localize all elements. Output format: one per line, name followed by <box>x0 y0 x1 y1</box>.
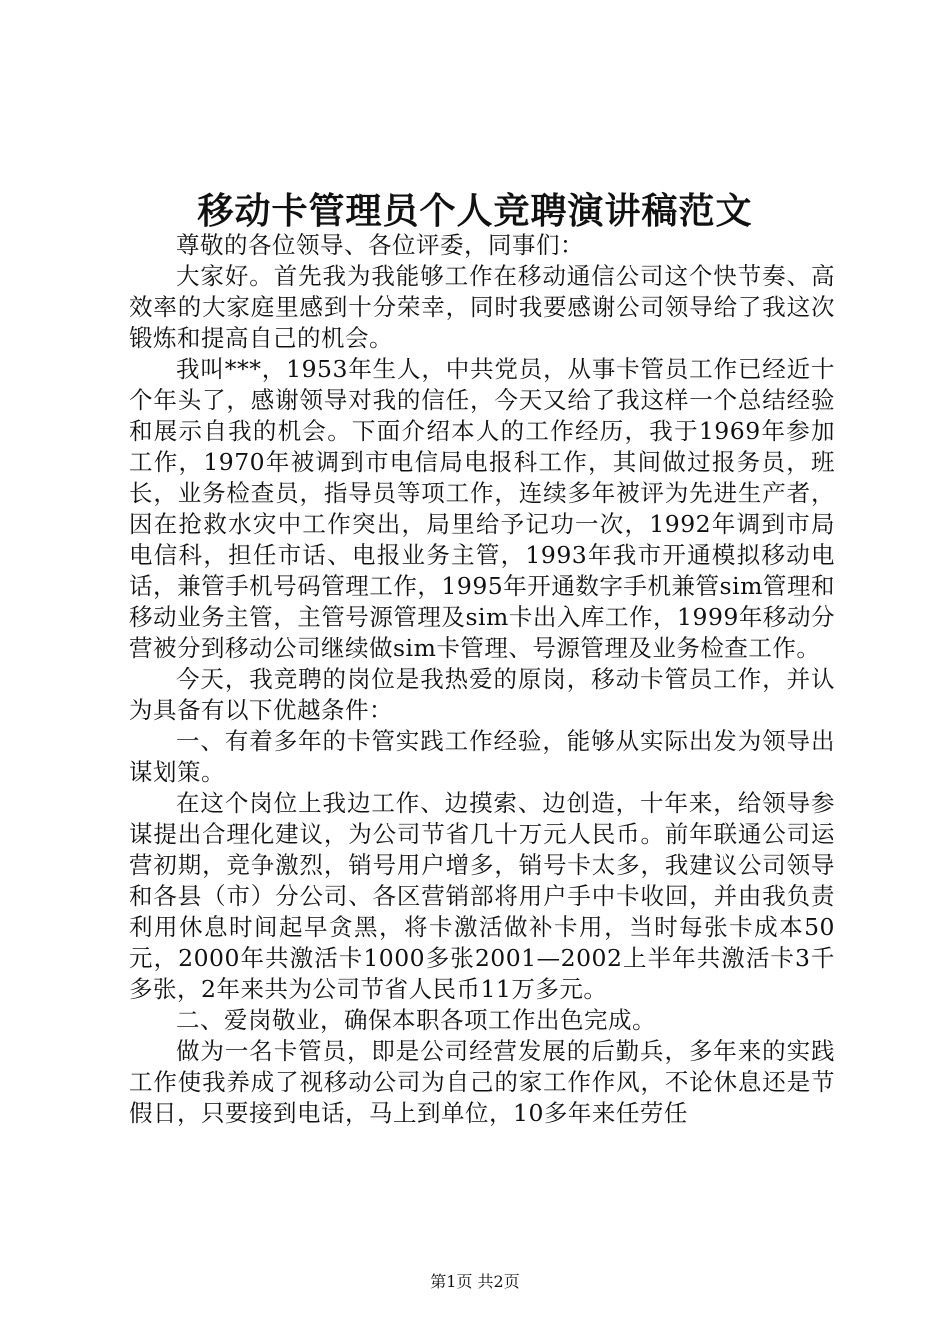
point-two-detail-paragraph: 做为一名卡管员，即是公司经营发展的后勤兵，多年来的实践工作使我养成了视移动公司为自己的家工作作风，不论休息还是节假日，只要接到电话，马上到单位，10多年来任劳任 <box>129 1037 835 1127</box>
document-body <box>129 230 835 1129</box>
document-title: 移动卡管理员个人竞聘演讲稿范文 <box>197 190 753 232</box>
position-paragraph: 今天，我竞聘的岗位是我热爱的原岗，移动卡管员工作，并认为具备有以下优越条件： <box>129 665 835 724</box>
salutation-paragraph: 尊敬的各位领导、各位评委，同事们： <box>176 231 584 259</box>
point-one-heading: 一、有着多年的卡管实践工作经验，能够从实际出发为领导出谋划策。 <box>129 727 835 786</box>
point-two-heading: 二、爱岗敬业，确保本职各项工作出色完成。 <box>176 1006 656 1034</box>
self-introduction-paragraph: 我叫***，1953年生人，中共党员，从事卡管员工作已经近十个年头了，感谢领导对我的信任，今天又给了我这样一个总结经验和展示自我的机会。下面介绍本人的工作经历，我于1969年参加工作，1970年被调到市电信局电报科工作，其间做过报务员，班长，业务检查员，指导员等项工作，连续多年被评为先进生产者，因在抢救水灾中工作突出，局里给予记功一次，1992年调到市局电信科，担任市话、电报业务主管，1993年我市开通模拟移动电话，兼管手机号码管理工作，1995年开通数字手机兼管sim管理和移动业务主管，主管号源管理及sim卡出入库工作，1999年移动分营被分到移动公司继续做sim卡管理、号源管理及业务检查工作。 <box>129 355 835 662</box>
page-number-footer: 第1页 共2页 <box>430 1272 520 1291</box>
greeting-paragraph: 大家好。首先我为我能够工作在移动通信公司这个快节奏、高效率的大家庭里感到十分荣幸，同时我要感谢公司领导给了我这次锻炼和提高自己的机会。 <box>129 262 835 352</box>
point-one-detail-paragraph: 在这个岗位上我边工作、边摸索、边创造，十年来，给领导参谋提出合理化建议，为公司节省几十万元人民币。前年联通公司运营初期，竞争激烈，销号用户增多，销号卡太多，我建议公司领导和各县（市）分公司、各区营销部将用户手中卡收回，并由我负责利用休息时间起早贪黑，将卡激活做补卡用，当时每张卡成本50元，2000年共激活卡1000多张2001—2002上半年共激活卡3千多张，2年来共为公司节省人民币11万多元。 <box>129 789 835 1003</box>
